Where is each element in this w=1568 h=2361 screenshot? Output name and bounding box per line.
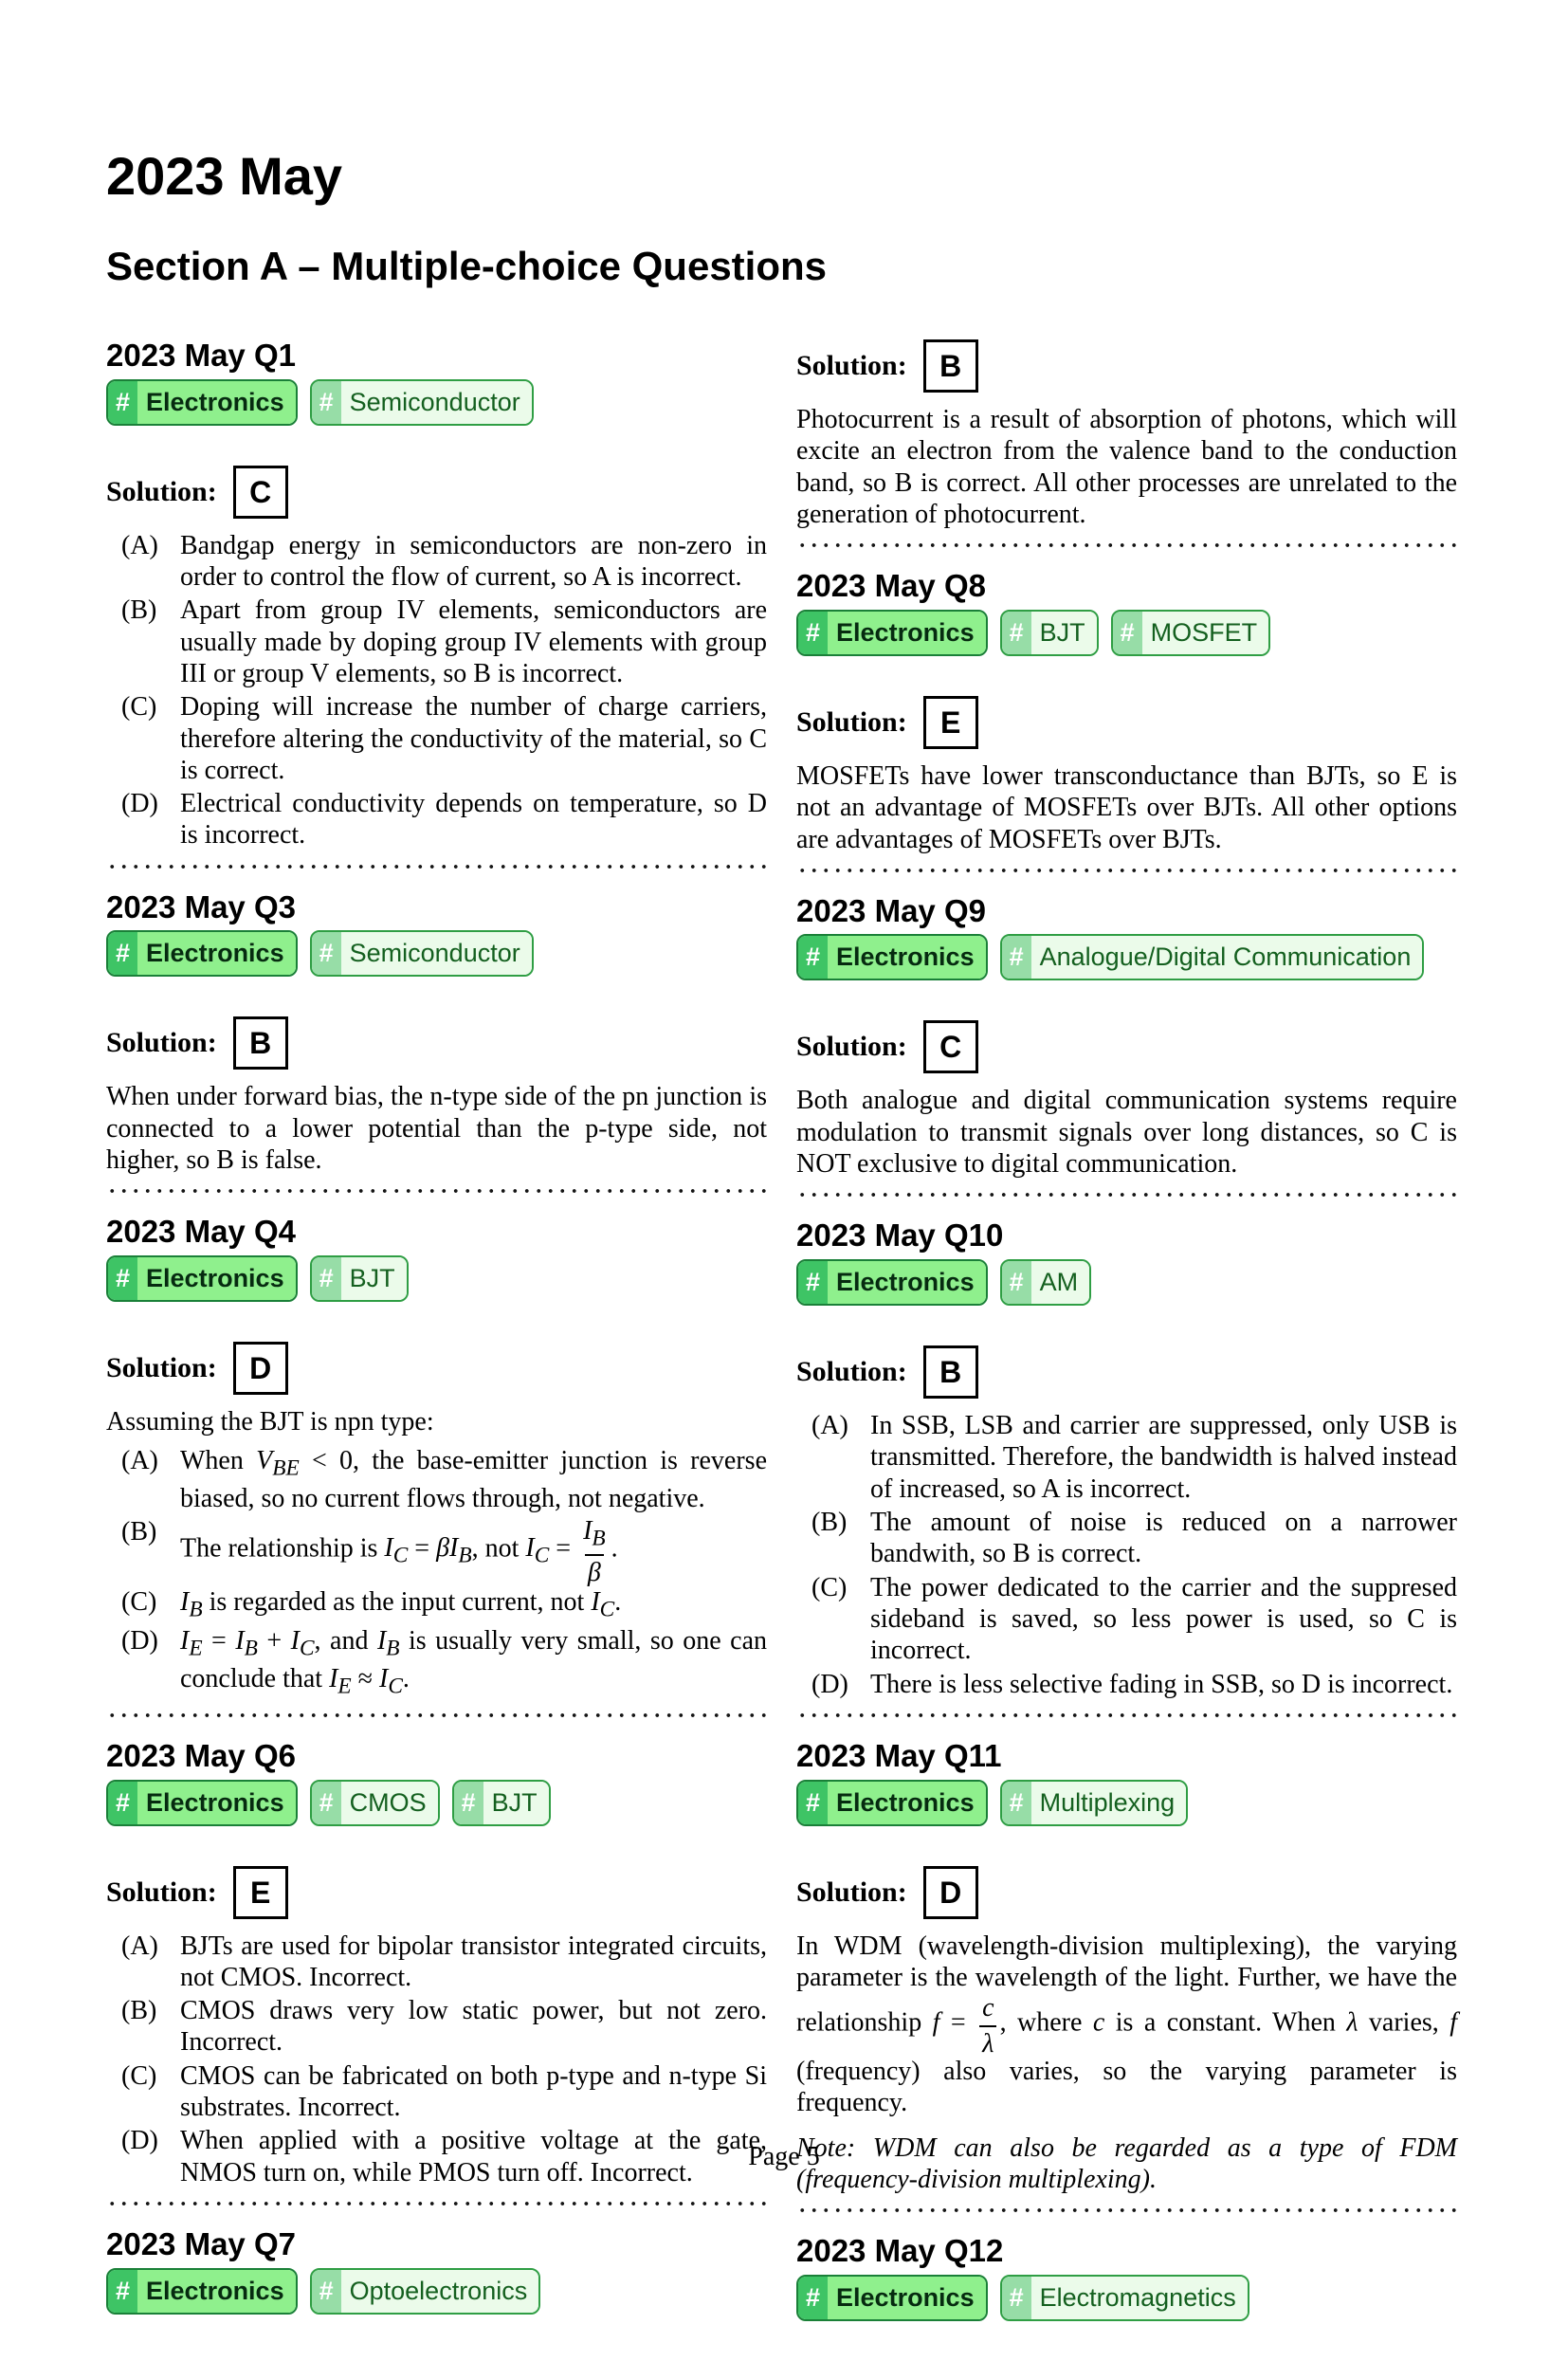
dotted-separator (106, 1189, 767, 1193)
solution-label: Solution: (796, 1031, 907, 1063)
tag-electronics (796, 934, 988, 980)
dotted-separator (796, 1713, 1457, 1717)
tag-semiconductor (310, 930, 534, 977)
hash-icon: # (798, 2277, 828, 2319)
tag-label: Electromagnetics (1031, 2277, 1248, 2319)
tag-bjt (310, 1255, 409, 1302)
tag-label: Electronics (828, 936, 986, 979)
hash-icon: # (108, 1782, 137, 1824)
question-title: 2023 May Q7 (106, 2226, 296, 2262)
solution-letter-box: D (923, 1866, 978, 1919)
option-label: (A) (121, 1931, 158, 1961)
option-label: (C) (811, 1572, 848, 1602)
two-column-layout (106, 339, 1457, 2361)
option-label: (A) (121, 1446, 158, 1476)
solution-letter-box: E (923, 696, 978, 749)
option-label: (D) (121, 1626, 158, 1656)
paragraph: Assuming the BJT is npn type: (106, 1406, 434, 1437)
option-label: (D) (121, 789, 158, 819)
tag-label: Multiplexing (1031, 1782, 1187, 1824)
question-title: 2023 May Q1 (106, 338, 296, 373)
tag-label: Analogue/Digital Communication (1031, 936, 1423, 979)
solution-row (796, 1866, 1457, 1919)
option-text: BJTs are used for bipolar transistor integrated circuits, not CMOS. Incorrect. (180, 1931, 767, 1992)
solution-letter-box: B (233, 1016, 288, 1070)
tag-label: Electronics (828, 1782, 986, 1824)
tag-electronics (796, 1259, 988, 1306)
option-item (106, 2060, 767, 2124)
solution-row (106, 1866, 767, 1919)
tag-bjt (1000, 610, 1099, 656)
question-title: 2023 May Q8 (796, 568, 986, 604)
option-label: (C) (121, 1586, 157, 1617)
tag-label: MOSFET (1142, 612, 1269, 654)
paragraph: MOSFETs have lower transconductance than BJTs, so E is not an advantage of MOSFETs over BJTs. All other options are advantages of MOSFETs over BJTs. (796, 760, 1457, 854)
option-text: The relationship is $I_C = \beta I_B$, not $I_C$ = $\frac{I_B}{\beta}$ . (180, 1515, 618, 1587)
tag-optoelectronics (310, 2268, 541, 2315)
option-item (106, 1586, 767, 1623)
dotted-separator (106, 865, 767, 869)
option-item (106, 595, 767, 689)
option-text: When $V_{BE} < 0$, the base-emitter junction is reverse biased, so no current flows through, not negative. (180, 1446, 767, 1513)
hash-icon: # (798, 1782, 828, 1824)
tag-label: Electronics (137, 932, 296, 975)
tag-electronics (106, 379, 298, 426)
option-text: Doping will increase the number of charge carriers, therefore altering the conductivity of the material, so C is correct. (180, 692, 767, 785)
question-title: 2023 May Q3 (106, 888, 296, 924)
tag-label: Electronics (137, 1257, 296, 1300)
tag-row (106, 379, 767, 426)
hash-icon: # (1002, 612, 1031, 654)
hash-icon: # (312, 1782, 341, 1824)
option-item (796, 1572, 1457, 1667)
tag-electronics (796, 610, 988, 656)
option-item (106, 1625, 767, 1700)
tag-electronics (796, 2275, 988, 2321)
option-list (106, 530, 767, 851)
hash-icon: # (108, 2270, 137, 2313)
tag-label: Electronics (828, 612, 986, 654)
tag-cmos (310, 1780, 440, 1826)
solution-label: Solution: (796, 1356, 907, 1388)
option-text: Apart from group IV elements, semiconductors are usually made by doping group IV elements with group III or group V elements, so B is incorrect. (180, 595, 767, 688)
question-title: 2023 May Q9 (796, 892, 986, 928)
tag-label: BJT (483, 1782, 549, 1824)
question-title: 2023 May Q6 (106, 1737, 296, 1773)
hash-icon: # (1002, 1782, 1031, 1824)
tag-label: Electronics (137, 381, 296, 424)
solution-letter-box: C (923, 1020, 978, 1073)
option-text: CMOS draws very low static power, but not zero. Incorrect. (180, 1996, 767, 2058)
tag-electronics (796, 1780, 988, 1826)
hash-icon: # (108, 1257, 137, 1300)
hash-icon: # (1002, 2277, 1031, 2319)
option-text: When applied with a positive voltage at the gate, NMOS turn on, while PMOS turn off. Incorrect. (180, 2126, 767, 2187)
left-column (106, 339, 767, 2354)
solution-label: Solution: (106, 1876, 217, 1908)
tag-electronics (106, 1255, 298, 1302)
option-item (106, 1931, 767, 1994)
hash-icon: # (798, 1261, 828, 1304)
option-list (796, 1410, 1457, 1700)
tag-label: AM (1031, 1261, 1090, 1304)
option-label: (A) (121, 530, 158, 560)
paragraph: In WDM (wavelength-division multiplexing), the varying parameter is the wavelength of the light. Further, we have the relationship f = $\frac{c}{\lambda}$ , where c is a constant. When λ varies, f (frequency) also varies, so the varying parameter is frequency. (796, 1931, 1458, 2118)
option-label: (B) (121, 595, 157, 626)
solution-label: Solution: (106, 1027, 217, 1059)
solution-row (796, 1345, 1457, 1399)
tag-am (1000, 1259, 1092, 1306)
option-label: (B) (121, 1516, 157, 1547)
tag-label: Electronics (828, 1261, 986, 1304)
solution-letter-box: C (233, 466, 288, 519)
solution-letter-box: B (923, 1345, 978, 1399)
option-item (106, 691, 767, 786)
option-label: (C) (121, 692, 157, 723)
solution-row (106, 1342, 767, 1395)
option-item (796, 1507, 1457, 1570)
paragraph: Both analogue and digital communication systems require modulation to transmit signals over long distances, so C is NOT exclusive to digital communication. (796, 1086, 1457, 1180)
option-item (796, 1410, 1457, 1505)
tag-label: BJT (341, 1257, 407, 1300)
tag-row (796, 610, 1457, 656)
tag-mosfet (1111, 610, 1271, 656)
note-paragraph: Note: WDM can also be regarded as a type of FDM (frequency-division multiplexing). (796, 2132, 1457, 2195)
tag-electromagnetics (1000, 2275, 1249, 2321)
option-text: There is less selective fading in SSB, so D is incorrect. (870, 1669, 1453, 1699)
tag-electronics (106, 1780, 298, 1826)
tag-label: Electronics (828, 2277, 986, 2319)
tag-row (796, 934, 1457, 980)
option-text: Bandgap energy in semiconductors are non-zero in order to control the flow of current, so A is incorrect. (180, 530, 767, 592)
hash-icon: # (312, 2270, 341, 2313)
dotted-separator (796, 1193, 1457, 1197)
option-item (106, 530, 767, 594)
tag-label: Semiconductor (341, 381, 532, 424)
page-number: Page 5 (748, 2142, 820, 2171)
tag-label: Electronics (137, 2270, 296, 2313)
right-column (796, 339, 1457, 2361)
hash-icon: # (1113, 612, 1142, 654)
hash-icon: # (1002, 936, 1031, 979)
question-title: 2023 May Q12 (796, 2233, 1004, 2269)
question-title: 2023 May Q10 (796, 1217, 1004, 1254)
option-item (106, 1445, 767, 1514)
hash-icon: # (1002, 1261, 1031, 1304)
solution-label: Solution: (796, 705, 907, 738)
option-text: Electrical conductivity depends on temperature, so D is incorrect. (180, 789, 767, 851)
option-item (106, 1515, 767, 1587)
solution-row (796, 339, 1457, 393)
tag-electronics (106, 930, 298, 977)
section-heading: Section A – Multiple-choice Questions (106, 244, 827, 288)
paragraph: When under forward bias, the n-type side of the pn junction is connected to a lower potential than the p-type side, not higher, so B is false. (106, 1082, 767, 1176)
solution-label: Solution: (796, 350, 907, 381)
solution-label: Solution: (106, 1351, 217, 1383)
tag-label: Semiconductor (341, 932, 532, 975)
tag-row (796, 1259, 1457, 1306)
tag-row (796, 1780, 1457, 1826)
dotted-separator (796, 543, 1457, 547)
question-title: 2023 May Q4 (106, 1214, 296, 1250)
tag-row (796, 2275, 1457, 2321)
hash-icon: # (798, 612, 828, 654)
solution-row (796, 1020, 1457, 1073)
hash-icon: # (108, 932, 137, 975)
option-item (106, 788, 767, 851)
solution-row (796, 696, 1457, 749)
option-text: $I_B$ is regarded as the input current, not $I_C$. (180, 1586, 622, 1622)
tag-analogue-digital-communication (1000, 934, 1425, 980)
hash-icon: # (312, 1257, 341, 1300)
tag-row (106, 2268, 767, 2315)
solution-row (106, 1016, 767, 1070)
option-text: In SSB, LSB and carrier are suppressed, only USB is transmitted. Therefore, the bandwidth is halved instead of increased, so A is incorrect. (870, 1411, 1457, 1504)
option-label: (B) (121, 1996, 157, 2026)
tag-label: Optoelectronics (341, 2270, 539, 2313)
tag-electronics (106, 2268, 298, 2315)
tag-multiplexing (1000, 1780, 1189, 1826)
tag-label: Electronics (137, 1782, 296, 1824)
tag-semiconductor (310, 379, 534, 426)
question-title: 2023 May Q11 (796, 1737, 1002, 1773)
hash-icon: # (108, 381, 137, 424)
hash-icon: # (312, 381, 341, 424)
solution-letter-box: B (923, 339, 978, 393)
solution-row (106, 466, 767, 519)
option-label: (D) (121, 2126, 158, 2156)
dotted-separator (796, 2208, 1457, 2212)
option-label: (C) (121, 2060, 157, 2091)
hash-icon: # (312, 932, 341, 975)
tag-label: BJT (1031, 612, 1097, 654)
solution-letter-box: D (233, 1342, 288, 1395)
solution-label: Solution: (106, 475, 217, 507)
tag-label: CMOS (341, 1782, 438, 1824)
tag-row (106, 1255, 767, 1302)
solution-letter-box: E (233, 1866, 288, 1919)
option-text: The power dedicated to the carrier and the suppresed sideband is saved, so less power is used, so C is incorrect. (870, 1572, 1457, 1666)
tag-bjt (452, 1780, 551, 1826)
hash-icon: # (798, 936, 828, 979)
option-label: (B) (811, 1507, 848, 1537)
paragraph: Photocurrent is a result of absorption of photons, which will excite an electron from the valence band to the conduction band, so B is correct. All other processes are unrelated to the generation of photocurrent. (796, 405, 1457, 529)
option-text: CMOS can be fabricated on both p-type and n-type Si substrates. Incorrect. (180, 2060, 767, 2123)
option-label: (A) (811, 1411, 848, 1441)
option-item (796, 1669, 1457, 1700)
tag-row (106, 1780, 767, 1826)
solution-label: Solution: (796, 1876, 907, 1908)
page-title: 2023 May (106, 146, 343, 206)
option-item (106, 1995, 767, 2059)
dotted-separator (106, 2202, 767, 2205)
option-text: $I_E = I_B + I_C$, and $I_B$ is usually very small, so one can conclude that $I_E \approx I_C$. (180, 1626, 767, 1699)
tag-row (106, 930, 767, 977)
hash-icon: # (454, 1782, 483, 1824)
option-list (106, 1445, 767, 1700)
dotted-separator (106, 1713, 767, 1717)
option-label: (D) (811, 1669, 848, 1699)
option-text: The amount of noise is reduced on a narrower bandwith, so B is correct. (870, 1507, 1457, 1569)
dotted-separator (796, 869, 1457, 872)
